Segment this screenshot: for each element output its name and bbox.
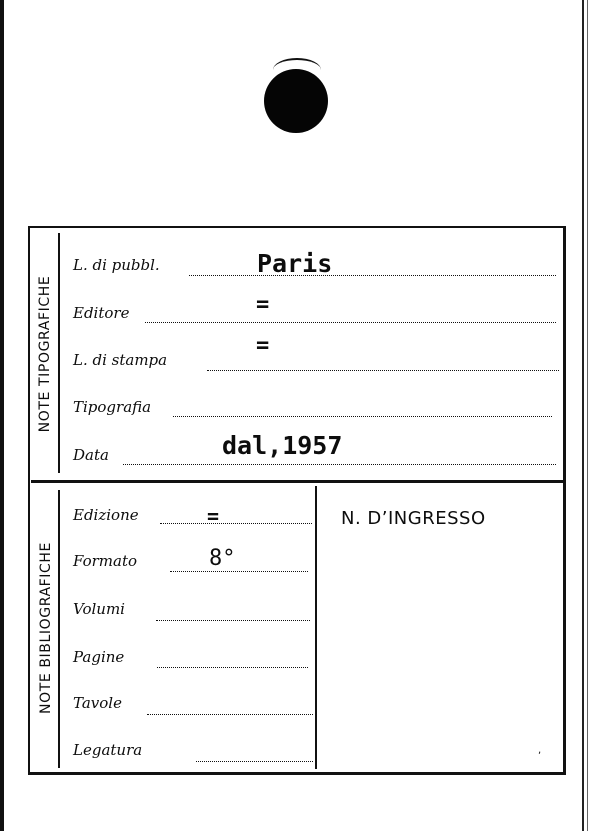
section-divider: [31, 480, 564, 483]
field-line-data: [123, 464, 556, 465]
value-luogo-pubblicazione: Paris: [257, 249, 333, 278]
label-editore: Editore: [73, 304, 130, 322]
scan-edge-right-inner: [587, 0, 588, 831]
value-formato: 8°: [209, 546, 236, 571]
field-line-formato: [170, 571, 308, 572]
scan-edge-left: [0, 0, 4, 831]
field-line-luogo-stampa: [207, 370, 559, 371]
field-line-pagine: [157, 667, 308, 668]
section-title-rule-top: [58, 233, 60, 473]
punch-hole: [264, 69, 328, 133]
value-data: dal,1957: [222, 431, 343, 460]
ingresso-heading: N. D’INGRESSO: [341, 508, 486, 529]
label-pagine: Pagine: [73, 648, 125, 666]
field-line-legatura: [196, 761, 313, 762]
ingresso-mark: ,: [538, 745, 542, 756]
section-title-rule-bottom: [58, 490, 60, 768]
label-edizione: Edizione: [73, 506, 139, 524]
label-data: Data: [73, 446, 109, 464]
section-title-tipografiche: NOTE TIPOGRAFICHE: [37, 275, 53, 433]
label-luogo-stampa: L. di stampa: [73, 351, 168, 369]
label-tipografia: Tipografia: [73, 398, 152, 416]
value-edizione: =: [207, 504, 220, 528]
label-volumi: Volumi: [73, 600, 125, 618]
field-line-volumi: [156, 620, 310, 621]
label-luogo-pubblicazione: L. di pubbl.: [73, 256, 160, 274]
field-line-tipografia: [173, 416, 552, 417]
ingresso-divider: [315, 486, 317, 769]
section-title-bibliografiche: NOTE BIBLIOGRAFICHE: [38, 542, 54, 714]
label-tavole: Tavole: [73, 694, 122, 712]
field-line-luogo-pubblicazione: [189, 275, 556, 276]
field-line-edizione: [160, 523, 312, 524]
scan-edge-right: [582, 0, 584, 831]
field-line-editore: [145, 322, 556, 323]
field-line-tavole: [147, 714, 313, 715]
label-formato: Formato: [73, 552, 138, 570]
value-luogo-stampa: =: [256, 333, 270, 358]
value-editore: =: [256, 292, 270, 317]
label-legatura: Legatura: [73, 741, 143, 759]
